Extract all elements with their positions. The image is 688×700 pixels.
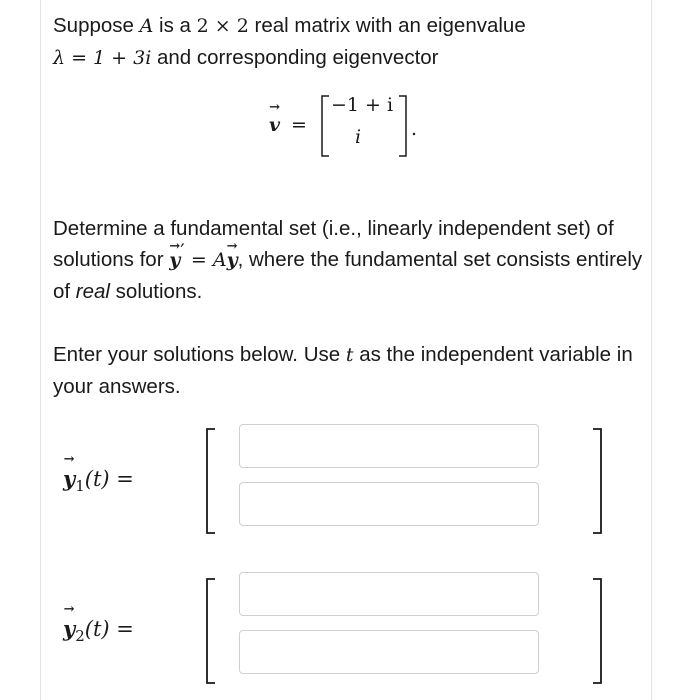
determine-text-3: solutions.: [109, 280, 203, 303]
eigenvector-entry-1: −1 + i: [331, 94, 394, 116]
eigenvector-entry-2: i: [355, 126, 362, 148]
answer-2-argument: (t) =: [84, 617, 134, 641]
answer-1-subscript: 1: [75, 477, 85, 496]
eigenvector-equals: =: [291, 114, 307, 136]
left-bracket: [319, 94, 331, 158]
ode-A-symbol: A: [212, 249, 227, 271]
answer-2-label: [63, 616, 134, 645]
answer-1-component-1-input[interactable]: [239, 424, 539, 468]
intro-text-3: real matrix with an eigenvalue: [248, 14, 526, 37]
ode-prime: ′: [180, 239, 185, 263]
ode-y-vector-rhs: → y: [227, 245, 238, 276]
answer-1-right-bracket: [591, 428, 605, 534]
problem-card: [40, 0, 652, 700]
determine-text-2: , where the fundamental set consists entirely of: [53, 248, 643, 303]
answer-2-component-1-input[interactable]: [239, 572, 539, 616]
right-bracket: [397, 94, 409, 158]
matrix-A-symbol: A: [139, 15, 154, 37]
answer-2-left-bracket: [203, 578, 217, 684]
enter-text-2: as the independent variable in your answers.: [53, 343, 633, 398]
answer-1-left-bracket: [203, 428, 217, 534]
answer-2-symbol: → y: [63, 616, 75, 641]
eigenvector-symbol: → v: [269, 114, 280, 136]
enter-paragraph: [53, 339, 643, 402]
determine-text-1: Determine a fundamental set (i.e., linearly independent set) of solutions for: [53, 217, 614, 271]
ode-equals: =: [184, 249, 213, 271]
answer-1-label: [63, 466, 134, 495]
intro-text-4: and corresponding eigenvector: [151, 46, 439, 69]
intro-paragraph: [53, 10, 643, 74]
intro-text-1: Suppose: [53, 14, 140, 37]
ode-y-vector: → y: [169, 245, 180, 276]
answer-2-subscript: 2: [75, 627, 85, 646]
answer-1-symbol: → y: [63, 466, 75, 491]
eigenvector-period: .: [411, 118, 418, 140]
determine-paragraph: [53, 213, 643, 307]
intro-text-2: is a: [153, 14, 197, 37]
answer-1-component-2-input[interactable]: [239, 482, 539, 526]
independent-variable-t: t: [345, 344, 354, 366]
answer-1-argument: (t) =: [84, 467, 134, 491]
enter-text-1: Enter your solutions below. Use: [53, 343, 346, 366]
matrix-dimension: 2 × 2: [196, 15, 249, 37]
answer-2-right-bracket: [591, 578, 605, 684]
eigenvalue-expression: λ = 1 + 3i: [53, 47, 152, 69]
answer-2-component-2-input[interactable]: [239, 630, 539, 674]
real-emphasis: real: [75, 280, 110, 303]
